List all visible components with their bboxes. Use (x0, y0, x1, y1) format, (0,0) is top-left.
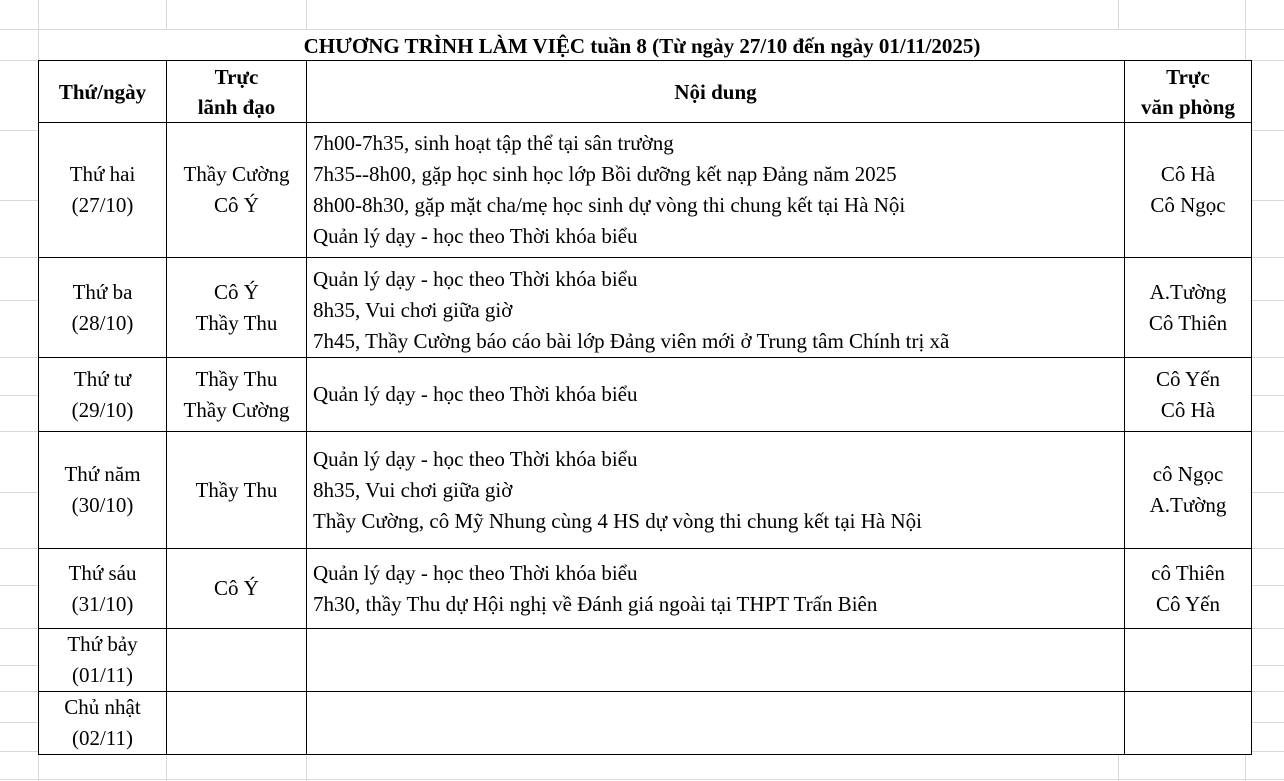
day-cell[interactable]: Chủ nhật (02/11) (39, 692, 167, 755)
office-cell[interactable] (1125, 629, 1252, 692)
header-day[interactable]: Thứ/ngày (39, 61, 167, 123)
page-title: CHƯƠNG TRÌNH LÀM VIỆC tuần 8 (Từ ngày 27/10 đến ngày 01/11/2025) (39, 30, 1245, 60)
office-cell[interactable]: cô Ngọc A.Tường (1125, 432, 1252, 549)
content-cell[interactable]: 7h00-7h35, sinh hoạt tập thể tại sân trường 7h35--8h00, gặp học sinh học lớp Bồi dưỡng kết nạp Đảng năm 2025 8h00-8h30, gặp mặt cha/mẹ học sinh dự vòng thi chung kết tại Hà Nội Quản lý dạy - học theo Thời khóa biểu (307, 123, 1125, 258)
header-content[interactable]: Nội dung (307, 61, 1125, 123)
office-cell[interactable]: cô Thiên Cô Yến (1125, 549, 1252, 629)
content-cell[interactable]: Quản lý dạy - học theo Thời khóa biểu 8h35, Vui chơi giữa giờ Thầy Cường, cô Mỹ Nhung cùng 4 HS dự vòng thi chung kết tại Hà Nội (307, 432, 1125, 549)
content-cell[interactable] (307, 692, 1125, 755)
leader-cell[interactable]: Cô Ý Thầy Thu (167, 258, 307, 358)
schedule-table (38, 60, 1252, 755)
leader-cell[interactable]: Cô Ý (167, 549, 307, 629)
header-leader[interactable]: Trực lãnh đạo (167, 61, 307, 123)
table-row (39, 432, 1252, 549)
leader-cell[interactable]: Thầy Thu (167, 432, 307, 549)
day-cell[interactable]: Thứ ba (28/10) (39, 258, 167, 358)
header-row (39, 61, 1252, 123)
header-office[interactable]: Trực văn phòng (1125, 61, 1252, 123)
table-row (39, 549, 1252, 629)
content-cell[interactable]: Quản lý dạy - học theo Thời khóa biểu 7h30, thầy Thu dự Hội nghị về Đánh giá ngoài tại THPT Trấn Biên (307, 549, 1125, 629)
gridline (0, 779, 1284, 780)
leader-cell[interactable]: Thầy Thu Thầy Cường (167, 358, 307, 432)
leader-cell[interactable] (167, 629, 307, 692)
day-cell[interactable]: Thứ sáu (31/10) (39, 549, 167, 629)
table-row (39, 358, 1252, 432)
table-row (39, 629, 1252, 692)
day-cell[interactable]: Thứ năm (30/10) (39, 432, 167, 549)
leader-cell[interactable]: Thầy Cường Cô Ý (167, 123, 307, 258)
day-cell[interactable]: Thứ bảy (01/11) (39, 629, 167, 692)
content-cell[interactable] (307, 629, 1125, 692)
office-cell[interactable]: Cô Hà Cô Ngọc (1125, 123, 1252, 258)
table-row (39, 123, 1252, 258)
table-row (39, 692, 1252, 755)
office-cell[interactable]: Cô Yến Cô Hà (1125, 358, 1252, 432)
day-cell[interactable]: Thứ hai (27/10) (39, 123, 167, 258)
leader-cell[interactable] (167, 692, 307, 755)
office-cell[interactable] (1125, 692, 1252, 755)
content-cell[interactable]: Quản lý dạy - học theo Thời khóa biểu 8h35, Vui chơi giữa giờ 7h45, Thầy Cường báo cáo bài lớp Đảng viên mới ở Trung tâm Chính trị xã (307, 258, 1125, 358)
office-cell[interactable]: A.Tường Cô Thiên (1125, 258, 1252, 358)
day-cell[interactable]: Thứ tư (29/10) (39, 358, 167, 432)
content-cell[interactable]: Quản lý dạy - học theo Thời khóa biểu (307, 358, 1125, 432)
table-row (39, 258, 1252, 358)
